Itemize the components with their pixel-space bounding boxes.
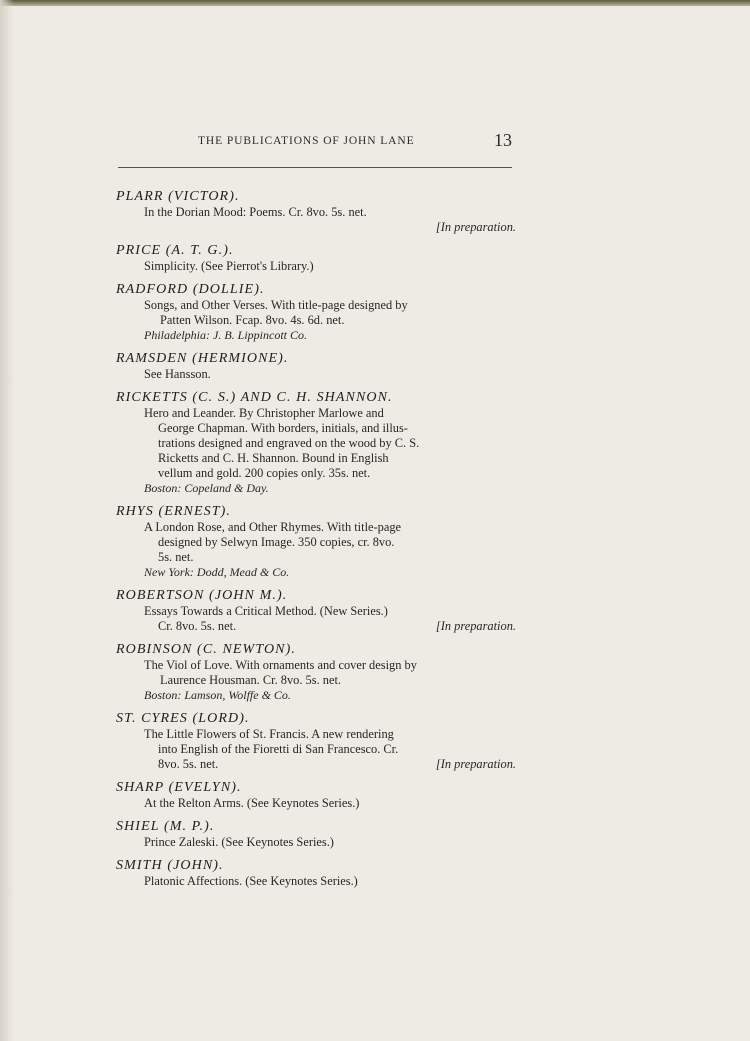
entry-line bbox=[116, 328, 518, 343]
entry-line bbox=[116, 451, 518, 466]
publication-entry bbox=[116, 389, 518, 496]
entry-text: trations designed and engraved on the wood by C. S. bbox=[158, 436, 420, 450]
publication-entry bbox=[116, 503, 518, 580]
entry-line bbox=[116, 205, 518, 220]
author-heading: PRICE (A. T. G.). bbox=[116, 243, 234, 258]
entry-text: Laurence Housman. Cr. 8vo. 5s. net. bbox=[160, 673, 342, 687]
author-heading: SHARP (EVELYN). bbox=[116, 780, 242, 795]
entry-line bbox=[116, 259, 518, 274]
entry-text: Songs, and Other Verses. With title-page designed by bbox=[144, 298, 408, 312]
entry-text: Boston: Copeland & Day. bbox=[144, 481, 269, 495]
entry-text: 8vo. 5s. net. bbox=[158, 757, 219, 771]
author-heading: PLARR (VICTOR). bbox=[116, 189, 240, 204]
entry-line bbox=[116, 466, 518, 481]
entry-line bbox=[116, 604, 518, 619]
entry-text: Essays Towards a Critical Method. (New Series.) bbox=[144, 604, 388, 618]
entry-line bbox=[116, 367, 518, 382]
author-heading: RADFORD (DOLLIE). bbox=[116, 282, 265, 297]
entry-line bbox=[116, 565, 518, 580]
entry-line bbox=[116, 550, 518, 565]
author-heading: ROBERTSON (JOHN M.). bbox=[116, 588, 288, 603]
page-gutter-shadow bbox=[0, 0, 14, 1041]
publication-entry bbox=[116, 818, 518, 850]
publication-entry bbox=[116, 779, 518, 811]
entry-text: The Little Flowers of St. Francis. A new rendering bbox=[144, 727, 394, 741]
entry-text: Simplicity. (See Pierrot's Library.) bbox=[144, 259, 314, 273]
entry-line bbox=[116, 658, 518, 673]
author-heading: SMITH (JOHN). bbox=[116, 858, 224, 873]
entry-line bbox=[116, 406, 518, 421]
entry-line bbox=[116, 535, 518, 550]
entry-text: New York: Dodd, Mead & Co. bbox=[144, 565, 290, 579]
publication-list bbox=[116, 188, 518, 896]
entry-line bbox=[116, 874, 518, 889]
running-title: THE PUBLICATIONS OF JOHN LANE bbox=[198, 135, 415, 147]
publication-entry bbox=[116, 857, 518, 889]
author-heading: RHYS (ERNEST). bbox=[116, 504, 231, 519]
entry-text: 5s. net. bbox=[158, 550, 194, 564]
entry-line bbox=[116, 520, 518, 535]
page-number: 13 bbox=[494, 130, 512, 150]
entry-line bbox=[116, 220, 518, 235]
entry-text: At the Relton Arms. (See Keynotes Series.) bbox=[144, 796, 360, 810]
status-note: [In preparation. bbox=[435, 757, 516, 771]
publication-entry bbox=[116, 350, 518, 382]
entry-text: Boston: Lamson, Wolffe & Co. bbox=[144, 688, 291, 702]
entry-text: vellum and gold. 200 copies only. 35s. net. bbox=[158, 466, 371, 480]
entry-line bbox=[116, 688, 518, 703]
entry-line bbox=[116, 436, 518, 451]
status-note: [In preparation. bbox=[435, 619, 516, 633]
author-heading: ST. CYRES (LORD). bbox=[116, 711, 250, 726]
publication-entry bbox=[116, 587, 518, 634]
entry-text: In the Dorian Mood: Poems. Cr. 8vo. 5s. net. bbox=[144, 205, 367, 219]
entry-line bbox=[116, 481, 518, 496]
publication-entry bbox=[116, 242, 518, 274]
author-heading: ROBINSON (C. NEWTON). bbox=[116, 642, 296, 657]
entry-line bbox=[116, 742, 518, 757]
entry-line bbox=[116, 796, 518, 811]
entry-text: A London Rose, and Other Rhymes. With title-page bbox=[144, 520, 402, 534]
publication-entry bbox=[116, 281, 518, 343]
entry-text: The Viol of Love. With ornaments and cover design by bbox=[144, 658, 417, 672]
header-rule bbox=[118, 167, 512, 168]
entry-line bbox=[116, 313, 518, 328]
entry-text: into English of the Fioretti di San Francesco. Cr. bbox=[158, 742, 399, 756]
entry-text: Platonic Affections. (See Keynotes Series.) bbox=[144, 874, 358, 888]
author-heading: RAMSDEN (HERMIONE). bbox=[116, 351, 289, 366]
running-header bbox=[118, 130, 514, 154]
entry-line bbox=[116, 757, 518, 772]
publication-entry bbox=[116, 710, 518, 772]
entry-text: Patten Wilson. Fcap. 8vo. 4s. 6d. net. bbox=[160, 313, 345, 327]
entry-text: Prince Zaleski. (See Keynotes Series.) bbox=[144, 835, 334, 849]
entry-text: Hero and Leander. By Christopher Marlowe and bbox=[144, 406, 384, 420]
entry-line bbox=[116, 298, 518, 313]
entry-line bbox=[116, 619, 518, 634]
entry-text: See Hansson. bbox=[144, 367, 211, 381]
publication-entry bbox=[116, 641, 518, 703]
entry-text: George Chapman. With borders, initials, and illus- bbox=[158, 421, 408, 435]
entry-line bbox=[116, 727, 518, 742]
publication-entry bbox=[116, 188, 518, 235]
status-note: [In preparation. bbox=[435, 220, 516, 234]
entry-line bbox=[116, 673, 518, 688]
entry-line bbox=[116, 835, 518, 850]
entry-text: Cr. 8vo. 5s. net. bbox=[158, 619, 237, 633]
entry-text: Ricketts and C. H. Shannon. Bound in English bbox=[158, 451, 389, 465]
author-heading: SHIEL (M. P.). bbox=[116, 819, 215, 834]
author-heading: RICKETTS (C. S.) AND C. H. SHANNON. bbox=[116, 390, 393, 405]
entry-line bbox=[116, 421, 518, 436]
entry-text: Philadelphia: J. B. Lippincott Co. bbox=[144, 328, 307, 342]
entry-text: designed by Selwyn Image. 350 copies, cr. 8vo. bbox=[158, 535, 395, 549]
page-top-edge bbox=[0, 0, 750, 6]
